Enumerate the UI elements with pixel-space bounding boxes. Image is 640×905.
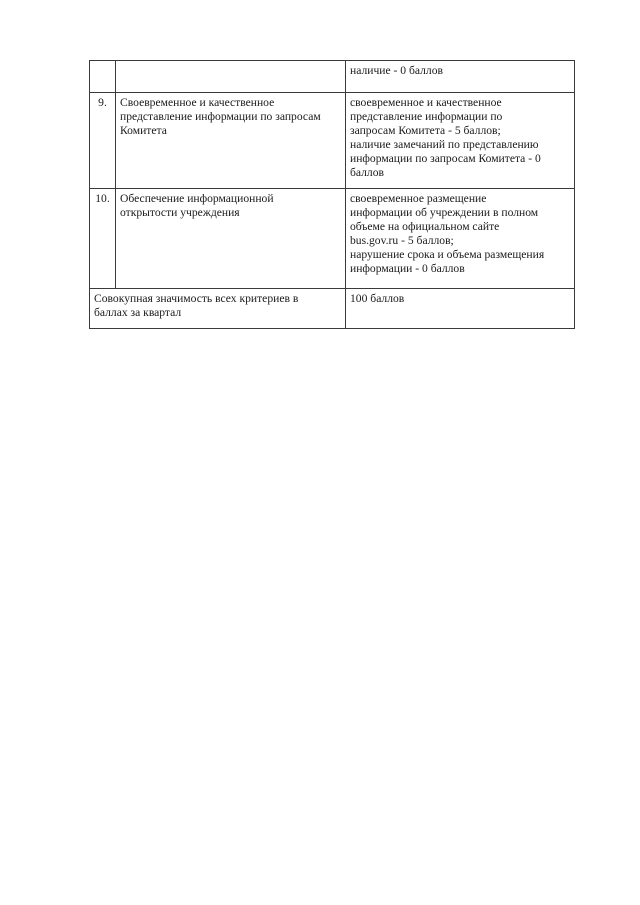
score-line: информации по запросам Комитета - 0 (350, 152, 541, 165)
score-cell (346, 61, 575, 93)
row-number (90, 61, 116, 93)
criterion-line: представление информации по запросам (120, 110, 321, 123)
total-label-line: Совокупная значимость всех критериев в (94, 292, 299, 305)
total-value-cell: 100 баллов (346, 289, 575, 329)
table-row (90, 189, 575, 289)
total-row (90, 289, 575, 329)
criterion-cell (116, 93, 346, 189)
criterion-line: Комитета (120, 124, 167, 137)
total-label-line: баллах за квартал (94, 306, 182, 319)
score-line: наличие замечаний по представлению (350, 138, 539, 151)
score-line: баллов (350, 166, 384, 179)
score-line: информации - 0 баллов (350, 262, 465, 275)
criterion-line: Обеспечение информационной (120, 192, 274, 205)
row-number: 9. (90, 93, 116, 189)
criterion-cell (116, 189, 346, 289)
score-cell (346, 93, 575, 189)
table-row (90, 93, 575, 189)
score-line: объеме на официальном сайте (350, 220, 500, 233)
criteria-table (89, 60, 575, 329)
total-label-cell (90, 289, 346, 329)
score-line: своевременное размещение (350, 192, 487, 205)
criterion-line: открытости учреждения (120, 206, 240, 219)
table-row (90, 61, 575, 93)
score-line: bus.gov.ru - 5 баллов; (350, 234, 454, 247)
score-line: нарушение срока и объема размещения (350, 248, 545, 261)
score-line: информации об учреждении в полном (350, 206, 539, 219)
row-number: 10. (90, 189, 116, 289)
criterion-cell (116, 61, 346, 93)
score-line: своевременное и качественное (350, 96, 502, 109)
score-line: наличие - 0 баллов (350, 64, 443, 77)
score-line: представление информации по (350, 110, 503, 123)
criterion-line: Своевременное и качественное (120, 96, 275, 109)
score-line: запросам Комитета - 5 баллов; (350, 124, 501, 137)
score-cell (346, 189, 575, 289)
